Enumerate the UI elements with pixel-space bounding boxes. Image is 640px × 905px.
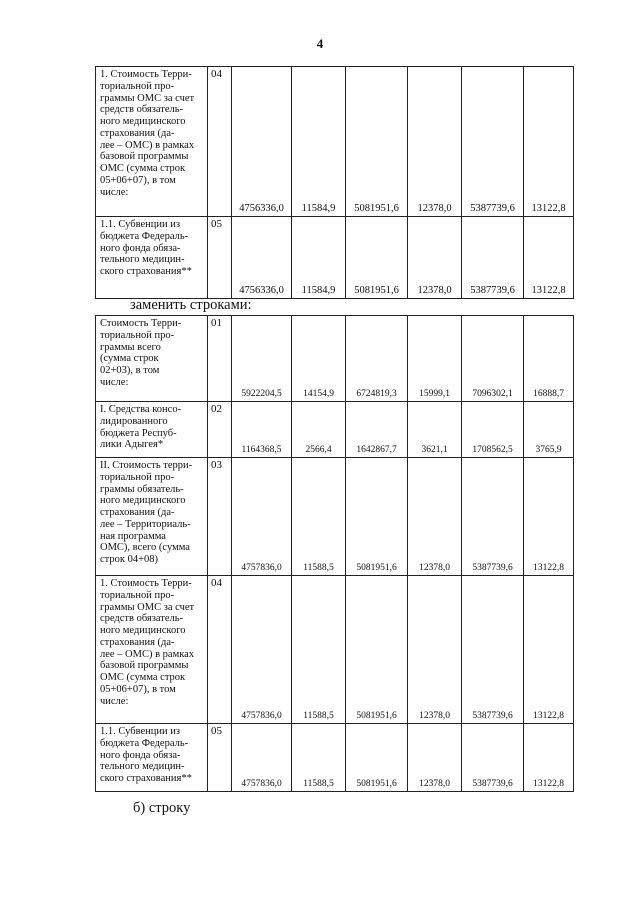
row-description	[96, 316, 208, 402]
value-cell: 5387739,6	[462, 67, 524, 217]
value-cell: 1164368,5	[232, 402, 292, 458]
description-line: лее – Территориаль-	[100, 518, 191, 530]
table-row	[96, 724, 574, 792]
value-cell: 13122,8	[524, 217, 574, 299]
description-line: страхования (да-	[100, 636, 175, 648]
row-description	[96, 458, 208, 576]
description-line: ториальной про-	[100, 471, 175, 483]
description-line: ОМС (сумма строк	[100, 672, 186, 683]
row-description	[96, 576, 208, 724]
description-line: ториальной про-	[100, 589, 175, 601]
value-cell: 12378,0	[408, 724, 462, 792]
value-cell: 12378,0	[408, 217, 462, 299]
description-line: ского страхования**	[100, 773, 192, 784]
description-line: ного медицинского	[100, 625, 186, 636]
description-line: средств обязатель-	[100, 104, 184, 116]
description-line: ного фонда обяза-	[100, 242, 181, 254]
value-cell: 16888,7	[524, 316, 574, 402]
value-cell: 3621,1	[408, 402, 462, 458]
description-line: ная программа	[100, 530, 166, 542]
description-line: числе:	[100, 186, 129, 198]
value-cell: 5922204,5	[232, 316, 292, 402]
value-cell: 1642867,7	[346, 402, 408, 458]
row-code: 04	[208, 576, 232, 724]
value-cell: 5081951,6	[346, 217, 408, 299]
description-line: числе:	[100, 695, 129, 707]
description-line: граммы ОМС за счет	[100, 601, 195, 613]
description-line: (сумма строк	[100, 353, 159, 365]
description-line: 1.1. Субвенции из	[100, 219, 180, 230]
value-cell: 12378,0	[408, 576, 462, 724]
value-cell: 4756336,0	[232, 217, 292, 299]
description-line: Стоимость Терри-	[100, 318, 182, 329]
value-cell: 5081951,6	[346, 67, 408, 217]
value-cell: 5387739,6	[462, 724, 524, 792]
value-cell: 13122,8	[524, 724, 574, 792]
description-line: 1. Стоимость Терри-	[100, 578, 192, 589]
value-cell: 5387739,6	[462, 576, 524, 724]
row-code: 02	[208, 402, 232, 458]
value-cell: 4757836,0	[232, 576, 292, 724]
value-cell: 3765,9	[524, 402, 574, 458]
value-cell: 1708562,5	[462, 402, 524, 458]
value-cell: 5081951,6	[346, 576, 408, 724]
caption-b-row: б) строку	[133, 800, 191, 816]
description-line: ОМС (сумма строк	[100, 163, 186, 174]
description-line: тельного медицин-	[100, 254, 185, 266]
value-cell: 13122,8	[524, 67, 574, 217]
description-line: 02+03), в том	[100, 365, 160, 376]
table-row	[96, 576, 574, 724]
value-cell: 4757836,0	[232, 458, 292, 576]
value-cell: 2566,4	[292, 402, 346, 458]
value-cell: 6724819,3	[346, 316, 408, 402]
description-line: лее – ОМС) в рамках	[100, 648, 195, 660]
description-line: лидированного	[100, 415, 168, 427]
row-code: 05	[208, 217, 232, 299]
row-code: 01	[208, 316, 232, 402]
description-line: граммы ОМС за счет	[100, 92, 195, 104]
description-line: страхования (да-	[100, 507, 175, 518]
value-cell: 5387739,6	[462, 458, 524, 576]
value-cell: 4757836,0	[232, 724, 292, 792]
row-description	[96, 724, 208, 792]
description-line: средств обязатель-	[100, 613, 184, 625]
value-cell: 14154,9	[292, 316, 346, 402]
value-cell: 4756336,0	[232, 67, 292, 217]
description-line: страхования (да-	[100, 127, 175, 139]
description-line: I. Средства консо-	[100, 404, 182, 415]
value-cell: 5081951,6	[346, 458, 408, 576]
description-line: базовой программы	[100, 151, 189, 163]
value-cell: 13122,8	[524, 576, 574, 724]
description-line: 1. Стоимость Терри-	[100, 69, 192, 80]
page-number: 4	[316, 36, 324, 51]
description-line: ского страхования**	[100, 266, 192, 277]
table-1	[95, 66, 574, 299]
value-cell: 11584,9	[292, 67, 346, 217]
value-cell: 13122,8	[524, 458, 574, 576]
description-line: 05+06+07), в том	[100, 683, 176, 695]
description-line: лики Адыгея*	[100, 439, 164, 451]
description-line: числе:	[100, 376, 129, 388]
description-line: строк 04+08)	[100, 554, 159, 565]
table-row	[96, 458, 574, 576]
value-cell: 11588,5	[292, 458, 346, 576]
description-line: граммы всего	[100, 341, 161, 353]
value-cell: 12378,0	[408, 67, 462, 217]
description-line: ториальной про-	[100, 80, 175, 92]
table-row	[96, 67, 574, 217]
table-2	[95, 315, 574, 792]
description-line: базовой программы	[100, 660, 189, 672]
description-line: ного медицинского	[100, 495, 186, 507]
value-cell: 15999,1	[408, 316, 462, 402]
table-row	[96, 316, 574, 402]
value-cell: 7096302,1	[462, 316, 524, 402]
description-line: лее – ОМС) в рамках	[100, 139, 195, 151]
table-row	[96, 402, 574, 458]
row-description	[96, 402, 208, 458]
value-cell: 5081951,6	[346, 724, 408, 792]
value-cell: 11588,5	[292, 724, 346, 792]
description-line: ториальной про-	[100, 329, 175, 341]
caption-replace-with-rows: заменить строками:	[130, 297, 252, 313]
description-line: бюджета Респуб-	[100, 427, 177, 439]
row-description	[96, 217, 208, 299]
description-line: ного фонда обяза-	[100, 749, 181, 761]
value-cell: 11584,9	[292, 217, 346, 299]
row-code: 04	[208, 67, 232, 217]
table-row	[96, 217, 574, 299]
description-line: бюджета Федераль-	[100, 230, 189, 242]
description-line: 1.1. Субвенции из	[100, 726, 180, 737]
description-line: тельного медицин-	[100, 761, 185, 773]
row-code: 05	[208, 724, 232, 792]
description-line: II. Стоимость терри-	[100, 460, 193, 471]
row-description	[96, 67, 208, 217]
value-cell: 5387739,6	[462, 217, 524, 299]
description-line: 05+06+07), в том	[100, 174, 176, 186]
description-line: ного медицинского	[100, 116, 186, 127]
description-line: граммы обязатель-	[100, 483, 184, 495]
description-line: бюджета Федераль-	[100, 737, 189, 749]
value-cell: 12378,0	[408, 458, 462, 576]
value-cell: 11588,5	[292, 576, 346, 724]
description-line: ОМС), всего (сумма	[100, 542, 190, 554]
row-code: 03	[208, 458, 232, 576]
